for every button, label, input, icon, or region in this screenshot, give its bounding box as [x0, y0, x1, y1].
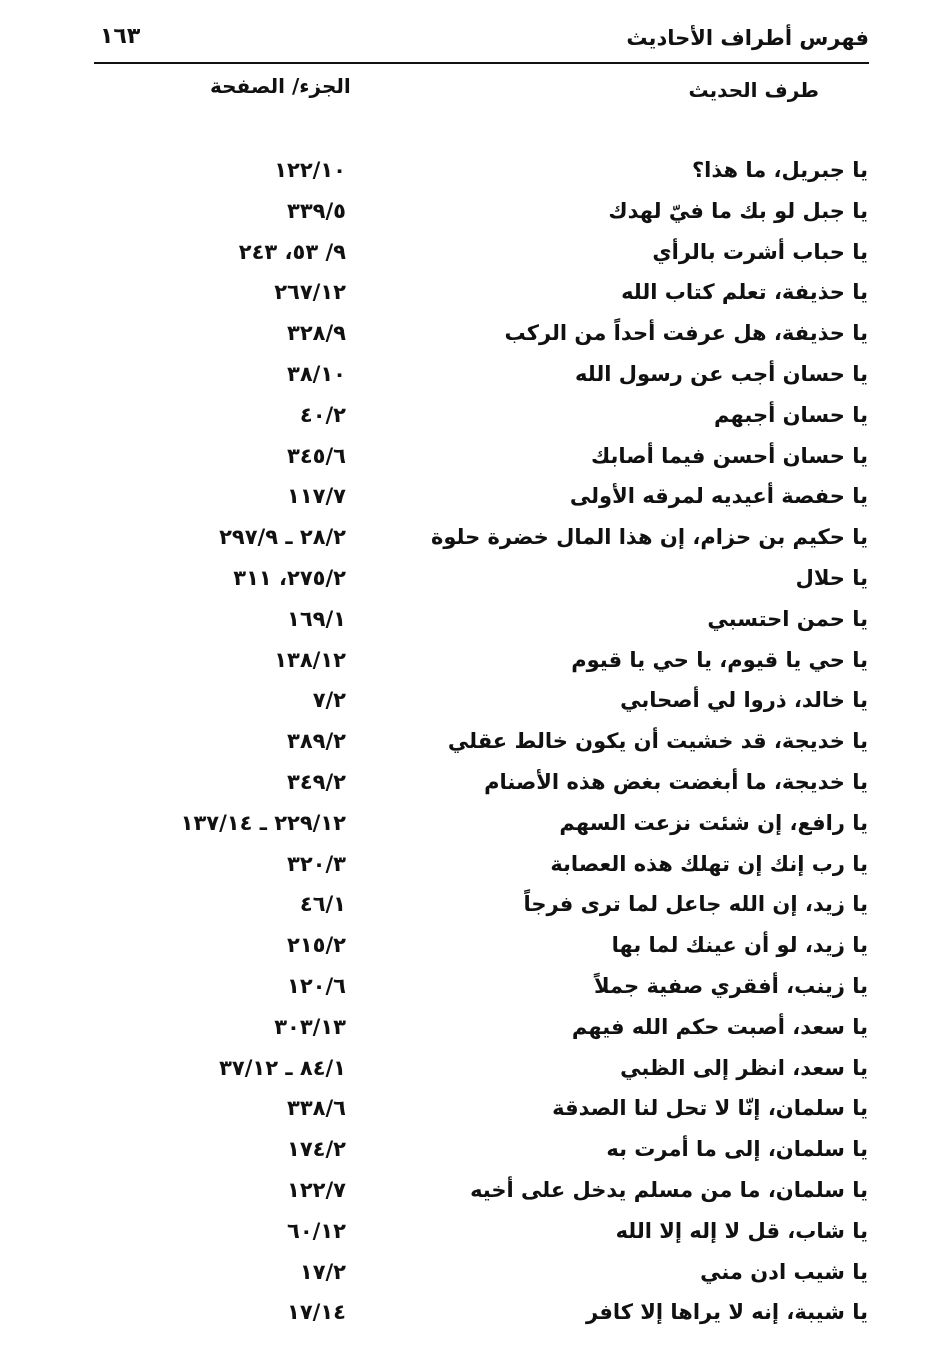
running-header	[94, 22, 869, 62]
index-entry	[94, 686, 874, 727]
index-entry	[94, 482, 874, 523]
index-entry	[94, 1094, 874, 1135]
hadith-incipit: يا سلمان، إلى ما أمرت به	[606, 1137, 868, 1162]
volume-page-ref: ١٣٨/١٢	[274, 647, 346, 672]
volume-page-ref: ١٢٢/١٠	[274, 158, 346, 182]
index-entry	[94, 319, 874, 360]
volume-page-ref: ٣٣٨/٦	[287, 1096, 346, 1121]
index-entry	[94, 197, 874, 238]
hadith-incipit: يا حمن احتسبي	[707, 606, 868, 631]
volume-page-ref: ٢٢٩/١٢ ـ ١٣٧/١٤	[180, 810, 346, 835]
index-entry	[94, 1013, 874, 1054]
hadith-incipit: يا حلال	[795, 565, 868, 590]
hadith-incipit: يا حسان أجب عن رسول الله	[575, 361, 868, 386]
header-rule	[94, 62, 869, 64]
hadith-incipit: يا خالد، ذروا لي أصحابي	[620, 688, 868, 713]
volume-page-ref: ٣٠٣/١٣	[274, 1014, 346, 1039]
index-entry	[94, 564, 874, 605]
index-entry	[94, 768, 874, 809]
index-entry	[94, 890, 874, 931]
index-entry	[94, 972, 874, 1013]
column-header-hadith: طرف الحديث	[688, 78, 819, 102]
running-title: فهرس أطراف الأحاديث	[626, 26, 869, 50]
hadith-incipit: يا خديجة، قد خشيت أن يكون خالط عقلي	[447, 729, 868, 754]
hadith-incipit: يا شاب، قل لا إله إلا الله	[615, 1218, 868, 1243]
index-entry	[94, 1176, 874, 1217]
hadith-incipit: يا رب إنك إن تهلك هذه العصابة	[550, 851, 868, 876]
hadith-incipit: يا حذيفة، تعلم كتاب الله	[621, 280, 868, 305]
hadith-incipit: يا خديجة، ما أبغضت بغض هذه الأصنام	[484, 769, 868, 794]
hadith-incipit: يا زينب، أفقري صفية جملاً	[593, 973, 868, 998]
index-entry	[94, 401, 874, 442]
index-entry	[94, 360, 874, 401]
volume-page-ref: ٢٧٥/٢، ٣١١	[233, 565, 346, 590]
index-entry	[94, 156, 874, 197]
index-entry	[94, 727, 874, 768]
index-entry	[94, 523, 874, 564]
hadith-incipit: يا سعد، انظر إلى الظبي	[620, 1055, 868, 1080]
volume-page-ref: ١٢٠/٦	[287, 973, 346, 998]
index-entry	[94, 809, 874, 850]
hadith-incipit: يا شيبة، إنه لا يراها إلا كافر	[586, 1300, 868, 1325]
hadith-incipit: يا جبريل، ما هذا؟	[691, 158, 868, 182]
volume-page-ref: ٢١٥/٢	[287, 933, 346, 958]
index-entry	[94, 1135, 874, 1176]
index-entry	[94, 1054, 874, 1095]
index-entry	[94, 850, 874, 891]
index-entry	[94, 1258, 874, 1299]
volume-page-ref: ٣٨٩/٢	[287, 729, 346, 754]
hadith-incipit: يا شيب ادن مني	[700, 1259, 868, 1284]
volume-page-ref: ٣٢٨/٩	[287, 321, 346, 346]
index-list	[94, 156, 874, 1325]
volume-page-ref: ٢٨/٢ ـ ٢٩٧/٩	[219, 525, 346, 550]
hadith-incipit: يا جبل لو بك ما فيّ لهدك	[608, 198, 868, 223]
hadith-incipit: يا زيد، لو أن عينك لما بها	[611, 933, 868, 958]
volume-page-ref: ١٧٤/٢	[287, 1137, 346, 1162]
hadith-incipit: يا زيد، إن الله جاعل لما ترى فرجاً	[523, 892, 868, 917]
volume-page-ref: ٢٦٧/١٢	[274, 280, 346, 305]
volume-page-ref: ١٧/١٤	[287, 1300, 346, 1325]
volume-page-ref: ٤٦/١	[299, 892, 346, 917]
hadith-incipit: يا رافع، إن شئت نزعت السهم	[559, 810, 868, 835]
hadith-incipit: يا حسان أجبهم	[714, 402, 868, 427]
index-entry	[94, 1217, 874, 1258]
index-entry	[94, 278, 874, 319]
index-entry	[94, 931, 874, 972]
page-number: ١٦٣	[100, 24, 141, 49]
index-entry	[94, 238, 874, 279]
hadith-incipit: يا حفصة أعيديه لمرقه الأولى	[569, 484, 868, 509]
volume-page-ref: ٩/ ٥٣، ٢٤٣	[238, 239, 346, 264]
hadith-incipit: يا حذيفة، هل عرفت أحداً من الركب	[504, 321, 868, 346]
hadith-incipit: يا حي يا قيوم، يا حي يا قيوم	[571, 647, 868, 672]
hadith-incipit: يا سلمان، إنّا لا تحل لنا الصدقة	[552, 1096, 868, 1121]
index-entry	[94, 442, 874, 483]
volume-page-ref: ١١٧/٧	[287, 484, 346, 509]
hadith-incipit: يا سلمان، ما من مسلم يدخل على أخيه	[470, 1177, 868, 1202]
volume-page-ref: ٤٠/٢	[299, 402, 346, 427]
volume-page-ref: ١٢٢/٧	[287, 1177, 346, 1202]
volume-page-ref: ٦٠/١٢	[287, 1218, 346, 1243]
volume-page-ref: ١٧/٢	[299, 1259, 346, 1284]
volume-page-ref: ٣٢٠/٣	[287, 851, 346, 876]
volume-page-ref: ٧/٢	[312, 688, 346, 713]
hadith-incipit: يا حسان أحسن فيما أصابك	[590, 443, 868, 468]
hadith-incipit: يا حكيم بن حزام، إن هذا المال خضرة حلوة	[430, 525, 868, 550]
hadith-incipit: يا سعد، أصبت حكم الله فيهم	[571, 1014, 868, 1039]
index-entry	[94, 1298, 874, 1339]
volume-page-ref: ٣٤٥/٦	[287, 443, 346, 468]
volume-page-ref: ٨٤/١ ـ ٣٧/١٢	[219, 1055, 346, 1080]
volume-page-ref: ٣٣٩/٥	[287, 198, 346, 223]
column-header-volume-page: الجزء/ الصفحة	[210, 74, 351, 98]
volume-page-ref: ١٦٩/١	[287, 606, 346, 631]
hadith-incipit: يا حباب أشرت بالرأي	[652, 239, 868, 264]
index-entry	[94, 605, 874, 646]
volume-page-ref: ٣٨/١٠	[287, 361, 346, 386]
volume-page-ref: ٣٤٩/٢	[287, 769, 346, 794]
index-entry	[94, 646, 874, 687]
